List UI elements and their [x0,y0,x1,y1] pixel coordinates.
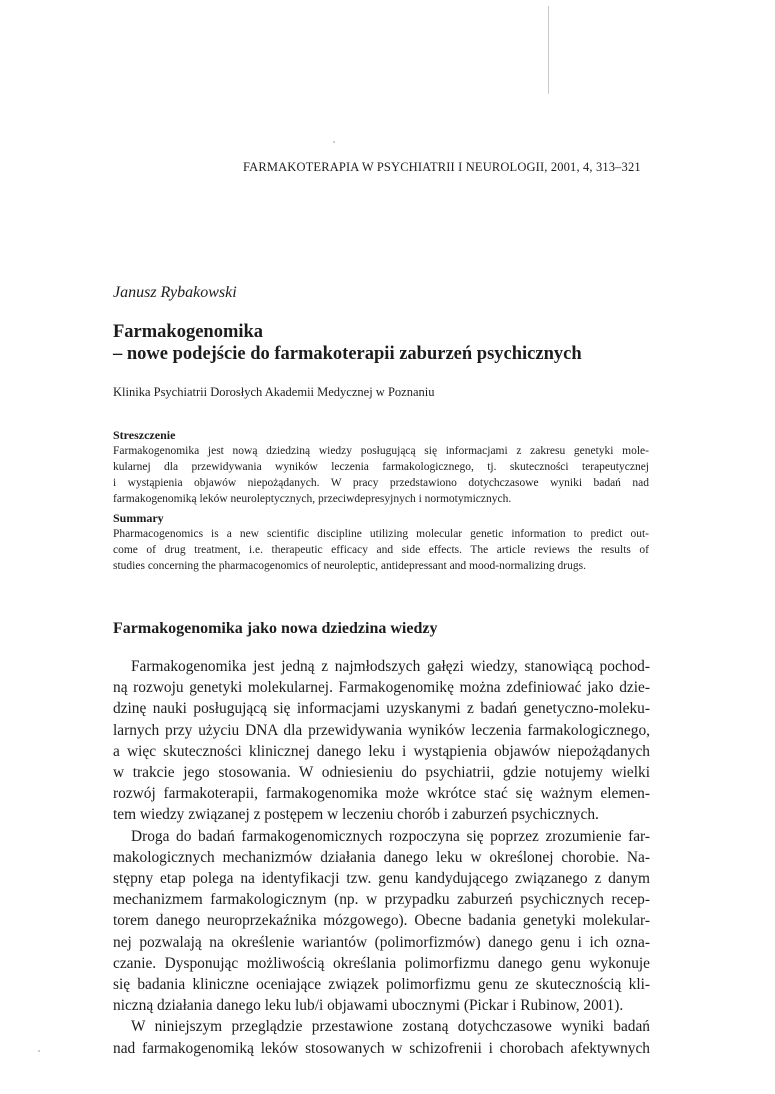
body-line: makologicznych mechanizmów działania danego leku w określonej chorobie. Na- [113,848,650,866]
body-line: W niniejszym przeglądzie przestawione zostaną dotychczasowe wyniki badań [131,1018,650,1036]
abstract-block [113,427,649,577]
abstract-pl-line: Farmakogenomika jest nową dziedziną wiedzy posługującą się informacjami z zakresu genetyki mole- [113,445,649,457]
scan-margin-line [548,6,549,94]
body-line: czanie. Dysponując możliwością określania polimorfizmu danego genu wykonuje [113,954,650,972]
scan-speck [333,141,335,143]
running-head: FARMAKOTERAPIA W PSYCHIATRII I NEUROLOGII, 2001, 4, 313–321 [243,160,641,174]
body-line: nad farmakogenomiką leków stosowanych w schizofrenii i chorobach afektywnych [113,1039,650,1057]
body-line: niczną działania danego leku lub/i objawami ubocznymi (Pickar i Rubinow, 2001). [113,997,624,1015]
abstract-pl-text [113,443,649,507]
abstract-pl-line: farmakogenomiką leków neuroleptycznych, przeciwdepresyjnych i normotymicznych. [113,493,512,505]
title-line-1: Farmakogenomika [113,322,264,342]
abstract-en-heading: Summary [113,511,164,525]
body-line: torem danego neuroprzekaźnika mózgowego). Obecne badania genetyki molekular- [113,912,650,930]
body-line: stępny etap polega na identyfikacji tzw. genu kandydującego związanego z danym [113,870,650,888]
abstract-pl-line: i wystąpienia objawów niepożądanych. W pracy przedstawiono dotychczasowe wyniki badań nad [113,477,649,489]
body-line: a więc skuteczności klinicznej danego leku i wystąpienia objawów niepożądanych [113,742,650,760]
title-line-2: – nowe podejście do farmakoterapii zaburzeń psychicznych [113,344,582,364]
author-name: Janusz Rybakowski [113,284,237,301]
body-line: się badania kliniczne oceniające związek polimorfizmu genu ze skutecznością kli- [113,976,650,994]
abstract-pl-heading: Streszczenie [113,428,176,442]
article-title [113,321,582,365]
affiliation: Klinika Psychiatrii Dorosłych Akademii Medycznej w Poznaniu [113,385,435,399]
body-text [113,656,650,1059]
body-line: tem wiedzy związanej z postępem w leczeniu chorób i zaburzeń psychicznych. [113,806,599,824]
abstract-en-line: come of drug treatment, i.e. therapeutic efficacy and side effects. The article reviews the results of [113,544,649,556]
abstract-en-line: studies concerning the pharmacogenomics of neuroleptic, antidepressant and mood-normalizing drugs. [113,560,586,572]
body-line: nej pozwalają na określenie wariantów (polimorfizmów) danego genu i ich ozna- [113,933,650,951]
body-line: rozwój farmakoterapii, farmakogenomika może wkrótce stać się ważnym elemen- [113,785,650,803]
body-line: ną rozwoju genetyki molekularnej. Farmakogenomikę można zdefiniować jako dzie- [113,679,650,697]
body-line: w trakcie jego stosowania. W odniesieniu do psychiatrii, gdzie notujemy wielki [113,764,650,782]
section-heading: Farmakogenomika jako nowa dziedzina wiedzy [113,620,438,637]
abstract-en-line: Pharmacogenomics is a new scientific discipline utilizing molecular genetic information to predict out- [113,528,649,540]
abstract-en-text [113,526,649,574]
abstract-pl-line: kularnej dla przewidywania wyników leczenia farmakologicznego, tj. skuteczności terapeutycznej [113,461,649,473]
scan-speck [38,1050,40,1052]
body-line: mechanizmem farmakologicznym (np. w przypadku zaburzeń psychicznych recep- [113,891,650,909]
body-line: Droga do badań farmakogenomicznych rozpoczyna się poprzez zrozumienie far- [131,827,650,845]
body-line: larnych przy użyciu DNA dla przewidywania wyników leczenia farmakologicznego, [113,721,650,739]
body-line: Farmakogenomika jest jedną z najmłodszych gałęzi wiedzy, stanowiącą pochod- [131,658,650,675]
body-line: dzinę nauki posługującą się informacjami uzyskanymi z badań genetyczno-moleku- [113,700,650,718]
